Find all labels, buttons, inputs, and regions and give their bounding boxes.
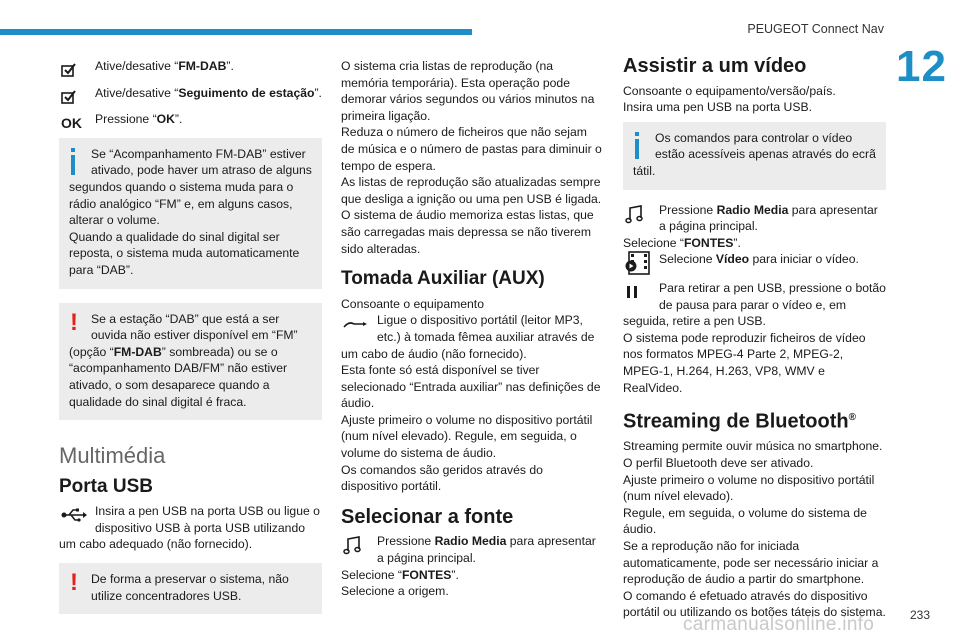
aux-item: Ligue o dispositivo portátil (leitor MP3, etc.) à tomada fêmea auxiliar através de um cabo de áudio (não fornecido). [341,313,595,361]
warning-box-usb-hub: ! De forma a preservar o sistema, não utilize concentradores USB. [59,563,322,614]
heading-watch-video: Assistir a um vídeo [623,55,807,77]
info-box-fm-dab: Se “Acompanhamento FM-DAB” estiver ativado, pode haver um atraso de alguns segundos quando o sistema muda para o rádio analógico “FM” e, em alguns casos, alterar o volume. Quando a qualidade do sinal digital ser reposta, o sistema muda automaticamente para “DAB”. [59,138,322,289]
heading-usb-port: Porta USB [59,475,153,497]
jack-cable-icon [343,314,371,334]
heading-select-source: Selecionar a fonte [341,505,514,528]
warning-icon: ! [70,308,78,336]
usb-icon [61,505,89,525]
ok-icon: OK [61,114,82,131]
station-tracking-item: Ative/desative “Seguimento de estação”. [59,85,322,102]
playlist-intro: O sistema cria listas de reprodução (na memória temporária). Esta operação pode demorar vários segundos ou vários minutos na primeira ligação. [341,59,595,123]
section-title-multimedia: Multimédia [59,443,166,469]
video-item: Selecione Vídeo para iniciar o vídeo. [623,251,886,268]
chapter-number: 12 [896,42,947,91]
info-box-video: Os comandos para controlar o vídeo estão acessíveis apenas através do ecrã tátil. [623,122,886,190]
info-icon [70,148,76,175]
info-icon [634,132,640,159]
checkbox-icon [61,87,89,107]
checkbox-icon [61,60,89,80]
ok-item: OK Pressione “OK”. [59,111,322,128]
music-note-icon [625,204,653,224]
column-2: O sistema cria listas de reprodução (na memória temporária). Esta operação pode demorar vários segundos ou vários minutos na primeira ligação. Reduza o número de ficheiros que não sejam de música e o número de pastas para diminuir o tempo de espera. As listas de reprodução são atualizadas sempre que desliga a ignição ou uma pen USB é ligada. O sistema de áudio memoriza estas listas, que são carregadas mais depressa se não tiverem sido alteradas. Tomada Auxiliar (AUX) Consoante o equipamento Ligue o dispositivo portátil (leitor MP3, etc.) à tomada fêmea auxiliar através de um cabo de áudio (não fornecido). Esta fonte só está disponível se tiver selecionado “Entrada auxiliar” nas definições de áudio. Ajuste primeiro o volume no dispositivo portátil (num nível elevado). Regule, em seguida, o volume do sistema de áudio. Os comandos são geridos através do dispositivo portátil. Selecionar a fonte Pressione Radio Media para apresentar a página principal. Selecione “FONTES”. Selecione a origem. [341,59,602,599]
radio-media-item: Pressione Radio Media para apresentar a página principal. [623,202,886,235]
page-number: 233 [909,608,930,622]
pause-item: Para retirar a pen USB, pressione o botão de pausa para parar o vídeo e, em seguida, retire a pen USB. [623,280,886,329]
usb-item: Insira a pen USB na porta USB ou ligue o dispositivo USB à porta USB utilizando um cabo adequado (não fornecido). [59,504,320,552]
column-3: Assistir a um vídeo Consoante o equipamento/versão/país. Insira uma pen USB na porta USB. Os comandos para controlar o vídeo estão acessíveis apenas através do ecrã tátil. Pressione Radio Media para apresentar a página principal. Selecione “FONTES”. Selecione Vídeo para iniciar o vídeo. Para retirar a pen USB, pressione o botão de pausa para parar o vídeo e, em seguida, retire a pen USB. O sistema pode reproduzir ficheiros de vídeo nos formatos MPEG-4 Parte 2, MPEG-2, MPEG-1, H.264, H.263, VP8, WMV e RealVideo. Streaming de Bluetooth® Streaming permite ouvir música no smartphone. O perfil Bluetooth deve ser ativado. Ajuste primeiro o volume no dispositivo portátil (num nível elevado). Regule, em seguida, o volume do sistema de áudio. Se a reprodução não for iniciada automaticamente, pode ser necessário iniciar a reprodução de áudio a partir do smartphone. O comando é efetuado através do dispositivo portátil ou utilizando os botões táteis do sistema. [623,55,886,620]
header-accent-bar [0,29,472,35]
pause-icon [625,282,653,302]
video-icon [625,253,653,273]
column-1 [59,58,322,626]
radio-media-item: Pressione Radio Media para apresentar a página principal. [341,533,603,566]
warning-icon: ! [70,569,78,597]
heading-bluetooth-streaming: Streaming de Bluetooth® [623,410,856,433]
fm-dab-item: Ative/desative “FM-DAB”. [59,58,322,75]
watermark: carmanualsonline.info [683,614,875,635]
music-note-icon [343,535,371,555]
heading-aux: Tomada Auxiliar (AUX) [341,268,545,290]
header-title: PEUGEOT Connect Nav [747,22,884,36]
warning-box-dab: ! Se a estação “DAB” que está a ser ouvida não estiver disponível em “FM” (opção “FM-DAB” sombreada) ou se o “acompanhamento DAB/FM” não estiver ativado, o som desaparece quando a qualidade do sinal digital é fraca. [59,303,322,421]
